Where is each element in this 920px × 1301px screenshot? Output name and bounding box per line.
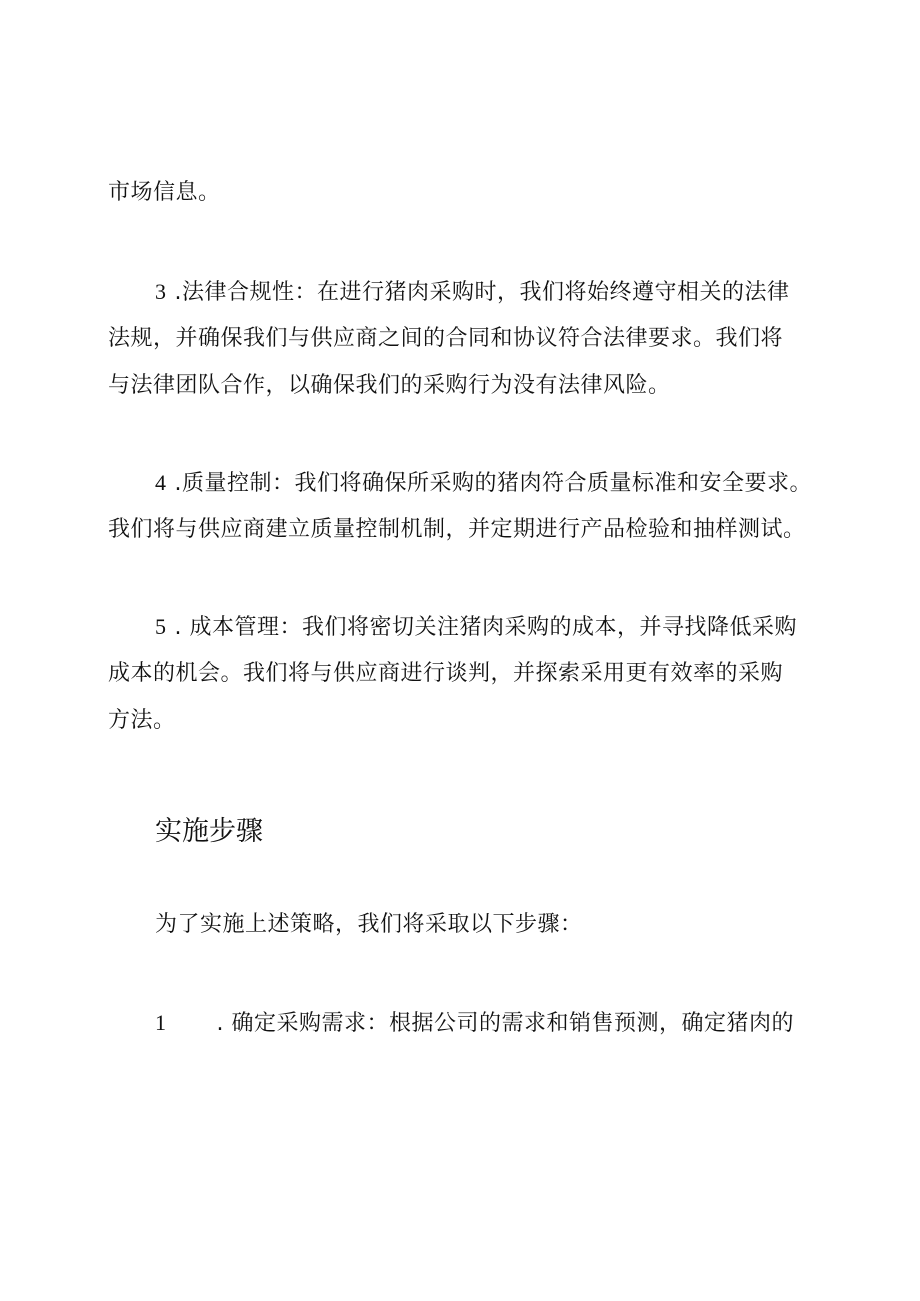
list-item-4-number: 4 xyxy=(155,470,167,495)
list-item-5-line-1 xyxy=(155,612,797,643)
list-item-3-text-1: .法律合规性：在进行猪肉采购时，我们将始终遵守相关的法律 xyxy=(174,280,790,305)
list-item-5-text-1: . 成本管理：我们将密切关注猪肉采购的成本，并寻找降低采购 xyxy=(174,615,797,640)
list-item-3-line-1 xyxy=(155,277,790,308)
list-item-4-text-1: .质量控制：我们将确保所采购的猪肉符合质量标准和安全要求。 xyxy=(174,471,812,496)
list-item-3-number: 3 xyxy=(155,279,167,304)
section-heading: 实施步骤 xyxy=(155,816,263,847)
step-1-number: 1 xyxy=(155,1010,167,1035)
step-1-line-1 xyxy=(155,1008,794,1039)
list-item-3-line-3: 与法律团队合作，以确保我们的采购行为没有法律风险。 xyxy=(108,373,671,398)
paragraph-continuation: 市场信息。 xyxy=(108,180,221,205)
step-1-text-1: . 确定采购需求：根据公司的需求和销售预测，确定猪肉的 xyxy=(216,1011,794,1036)
list-item-5-number: 5 xyxy=(155,614,167,639)
list-item-5-line-3: 方法。 xyxy=(108,708,176,733)
section-intro: 为了实施上述策略，我们将采取以下步骤： xyxy=(155,912,583,937)
list-item-5-line-2: 成本的机会。我们将与供应商进行谈判，并探索采用更有效率的采购 xyxy=(108,661,784,686)
list-item-3-line-2: 法规，并确保我们与供应商之间的合同和协议符合法律要求。我们将 xyxy=(108,326,784,351)
list-item-4-line-1 xyxy=(155,468,812,499)
list-item-4-line-2: 我们将与供应商建立质量控制机制，并定期进行产品检验和抽样测试。 xyxy=(108,517,806,542)
